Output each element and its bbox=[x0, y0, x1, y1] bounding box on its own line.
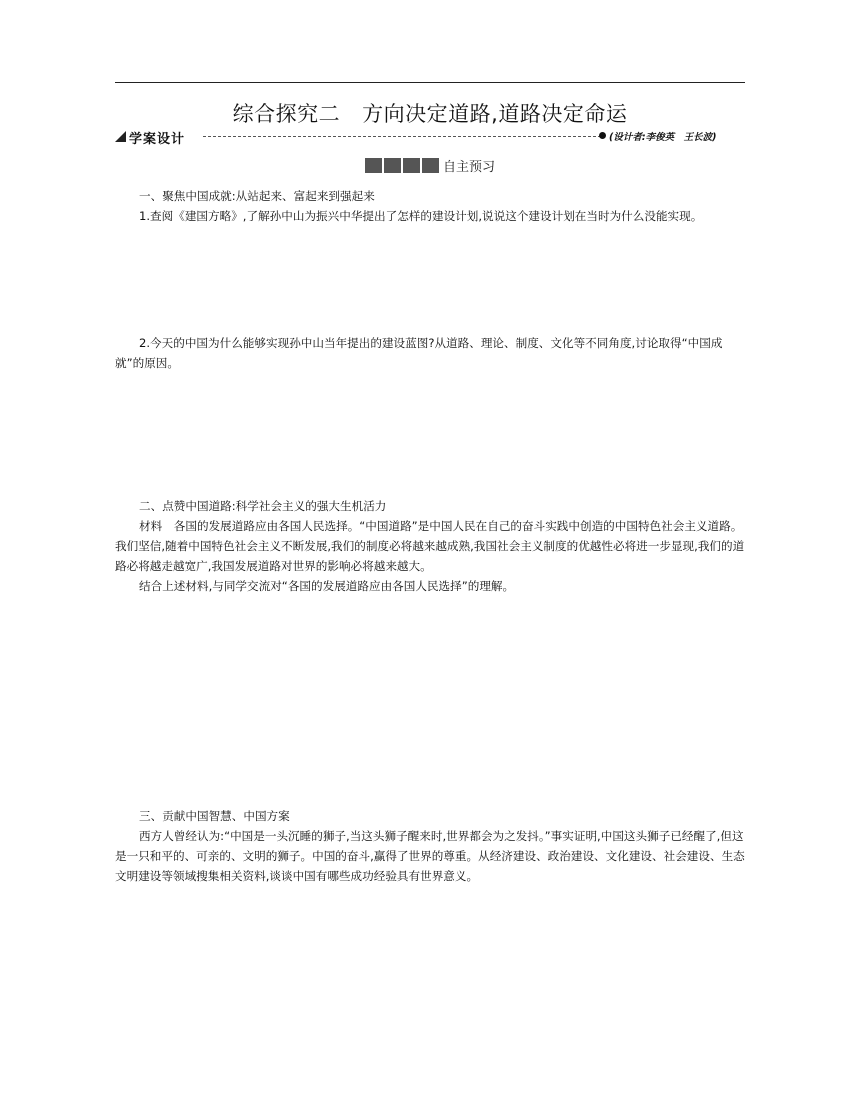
title-part-2: 方向决定道路,道路决定命运 bbox=[362, 102, 628, 126]
section-2-prompt: 结合上述材料,与同学交流对“各国的发展道路应由各国人民选择”的理解。 bbox=[139, 579, 515, 593]
top-rule bbox=[115, 82, 745, 83]
header-blocks-icon bbox=[365, 158, 441, 173]
section-2-heading: 二、点赞中国道路:科学社会主义的强大生机活力 bbox=[139, 499, 387, 513]
banner-label: 学案设计 bbox=[129, 132, 186, 147]
section-1-heading: 一、聚焦中国成就:从站起来、富起来到强起来 bbox=[139, 189, 375, 203]
section-1-question-2: 2.今天的中国为什么能够实现孙中山当年提出的建设蓝图?从道路、理论、制度、文化等不同角度,讨论取得“中国成就”的原因。 bbox=[115, 336, 723, 370]
section-header bbox=[115, 156, 745, 175]
designer-credit: (设计者:李俊英 王长波) bbox=[609, 132, 717, 143]
section-3-body: 西方人曾经认为:“中国是一头沉睡的狮子,当这头狮子醒来时,世界都会为之发抖。”事实证明,中国这头狮子已经醒了,但这是一只和平的、可亲的、文明的狮子。中国的奋斗,赢得了世界的尊重。从经济建设、政治建设、文化建设、社会建设、生态文明建设等领域搜集相关资料,谈谈中国有哪些成功经验具有世界意义。 bbox=[115, 829, 745, 883]
bullet-dot-icon bbox=[599, 132, 606, 139]
section-header-text: 自主预习 bbox=[442, 160, 495, 175]
page-title bbox=[115, 98, 745, 128]
design-banner bbox=[115, 128, 745, 146]
section-2-material: 材料 各国的发展道路应由各国人民选择。“中国道路”是中国人民在自己的奋斗实践中创造的中国特色社会主义道路。我们坚信,随着中国特色社会主义不断发展,我们的制度必将越来越成熟,我国社会主义制度的优越性必将进一步显现,我们的道路必将越走越宽广,我国发展道路对世界的影响必将越来越大。 bbox=[115, 519, 745, 573]
section-1-question-1: 1.查阅《建国方略》,了解孙中山为振兴中华提出了怎样的建设计划,说说这个建设计划在当时为什么没能实现。 bbox=[139, 209, 703, 223]
dotted-rule bbox=[203, 136, 601, 137]
section-3-heading: 三、贡献中国智慧、中国方案 bbox=[139, 809, 290, 823]
title-part-1: 综合探究二 bbox=[232, 102, 341, 126]
triangle-icon bbox=[115, 131, 126, 142]
worksheet-page bbox=[115, 0, 745, 1096]
